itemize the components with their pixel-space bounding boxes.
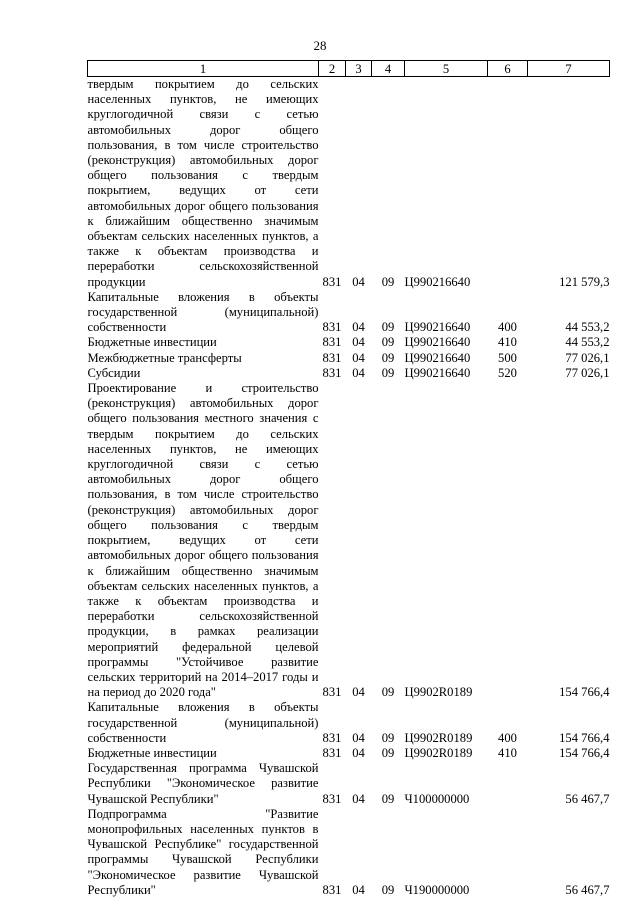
admin-code: 831 <box>322 791 342 806</box>
row-name: Капитальные вложения в объекты государственной (муниципальной) собственности <box>87 700 319 745</box>
header-col-2: 2 <box>319 61 346 77</box>
expense-type-code: 400 <box>498 320 517 335</box>
header-col-7: 7 <box>528 61 610 77</box>
row-name: Бюджетные инвестиции <box>87 745 217 760</box>
amount: 154 766,4 <box>559 745 610 760</box>
section-code: 04 <box>352 274 365 289</box>
subsection-code: 09 <box>381 274 395 289</box>
target-article-code: Ч100000000 <box>404 791 470 806</box>
header-col-6: 6 <box>488 61 528 77</box>
expense-type-code: 500 <box>498 350 517 365</box>
section-code: 04 <box>352 685 365 700</box>
subsection-code: 09 <box>381 882 395 897</box>
section-code: 04 <box>352 335 365 350</box>
subsection-code: 09 <box>381 365 395 380</box>
amount: 121 579,3 <box>559 274 610 289</box>
subsection-code: 09 <box>381 335 395 350</box>
admin-code: 831 <box>322 274 342 289</box>
amount: 56 467,7 <box>565 882 610 897</box>
table-row <box>88 381 610 700</box>
target-article-code: Ц990216640 <box>404 365 471 380</box>
expense-type-code <box>488 381 528 700</box>
expense-type-code: 410 <box>498 335 517 350</box>
amount: 77 026,1 <box>565 365 610 380</box>
table-row <box>88 77 610 290</box>
target-article-code: Ц9902R0189 <box>404 730 473 745</box>
table-row <box>88 335 610 350</box>
row-name: Бюджетные инвестиции <box>87 335 217 350</box>
table-header-row <box>88 61 610 77</box>
admin-code: 831 <box>322 350 342 365</box>
subsection-code: 09 <box>381 730 395 745</box>
row-name: Межбюджетные трансферты <box>87 350 242 365</box>
table-row <box>88 290 610 336</box>
admin-code: 831 <box>322 745 342 760</box>
section-code: 04 <box>352 882 365 897</box>
section-code: 04 <box>352 745 365 760</box>
table-row <box>88 366 610 381</box>
table-body <box>88 77 610 898</box>
subsection-code: 09 <box>381 791 395 806</box>
expense-type-code: 520 <box>498 365 517 380</box>
table-row <box>88 761 610 807</box>
admin-code: 831 <box>322 335 342 350</box>
target-article-code: Ц9902R0189 <box>404 685 473 700</box>
row-name: Государственная программа Чувашской Республики "Экономическое развитие Чувашской Республики" <box>87 761 319 806</box>
expense-type-code <box>488 807 528 898</box>
subsection-code: 09 <box>381 685 395 700</box>
row-name: Проектирование и строительство (реконструкция) автомобильных дорог общего пользования местного значения с твердым покрытием до сельских населенных пунктов, не имеющих круглогодичной связи с сетью автомобильных дорог общего пользования, в том числе строительство (реконструкция) автомобильных дорог общего пользования с твердым покрытием, ведущих от сети автомобильных дорог общего пользования к ближайшим общественно значимым объектам сельских населенных пунктов, а также к объектам производства и переработки сельскохозяйственной продукции, в рамках реализации мероприятий федеральной целевой программы "Устойчивое развитие сельских территорий на 2014–2017 годы и на период до 2020 года" <box>87 381 319 700</box>
admin-code: 831 <box>322 685 342 700</box>
expense-type-code: 410 <box>498 745 517 760</box>
amount: 154 766,4 <box>559 685 610 700</box>
expense-type-code <box>488 761 528 807</box>
section-code: 04 <box>352 365 365 380</box>
section-code: 04 <box>352 791 365 806</box>
budget-table <box>87 60 610 898</box>
target-article-code: Ч190000000 <box>404 882 470 897</box>
row-name: Субсидии <box>87 365 141 380</box>
admin-code: 831 <box>322 882 342 897</box>
section-code: 04 <box>352 350 365 365</box>
amount: 44 553,2 <box>565 335 610 350</box>
admin-code: 831 <box>322 365 342 380</box>
table-row <box>88 700 610 746</box>
subsection-code: 09 <box>381 320 395 335</box>
target-article-code: Ц990216640 <box>404 350 471 365</box>
table-row <box>88 351 610 366</box>
table-row <box>88 807 610 898</box>
subsection-code: 09 <box>381 745 395 760</box>
page-number: 28 <box>313 38 327 53</box>
row-name: Капитальные вложения в объекты государственной (муниципальной) собственности <box>87 289 319 335</box>
header-col-1: 1 <box>88 61 319 77</box>
target-article-code: Ц990216640 <box>404 274 471 289</box>
admin-code: 831 <box>322 730 342 745</box>
amount: 154 766,4 <box>559 730 610 745</box>
section-code: 04 <box>352 320 365 335</box>
target-article-code: Ц990216640 <box>404 320 471 335</box>
header-col-5: 5 <box>405 61 488 77</box>
subsection-code: 09 <box>381 350 395 365</box>
amount: 77 026,1 <box>565 350 610 365</box>
header-col-4: 4 <box>372 61 405 77</box>
row-name: твердым покрытием до сельских населенных пунктов, не имеющих круглогодичной связи с сетью автомобильных дорог общего пользования, в том числе строительство (реконструкция) автомобильных дорог общего пользования с твердым покрытием, ведущих от сети автомобильных дорог общего пользования к ближайшим общественно значимым объектам сельских населенных пунктов, а также к объектам производства и переработки сельскохозяйственной продукции <box>87 77 319 289</box>
row-name: Подпрограмма "Развитие монопрофильных населенных пунктов в Чувашской Республике" государственной программы Чувашской Республики "Экономическое развитие Чувашской Республики" <box>87 806 319 897</box>
admin-code: 831 <box>322 320 342 335</box>
amount: 44 553,2 <box>565 320 610 335</box>
table-row <box>88 746 610 761</box>
amount: 56 467,7 <box>565 791 610 806</box>
target-article-code: Ц9902R0189 <box>404 745 473 760</box>
expense-type-code <box>488 77 528 290</box>
section-code: 04 <box>352 730 365 745</box>
target-article-code: Ц990216640 <box>404 335 471 350</box>
header-col-3: 3 <box>346 61 372 77</box>
expense-type-code: 400 <box>498 730 517 745</box>
